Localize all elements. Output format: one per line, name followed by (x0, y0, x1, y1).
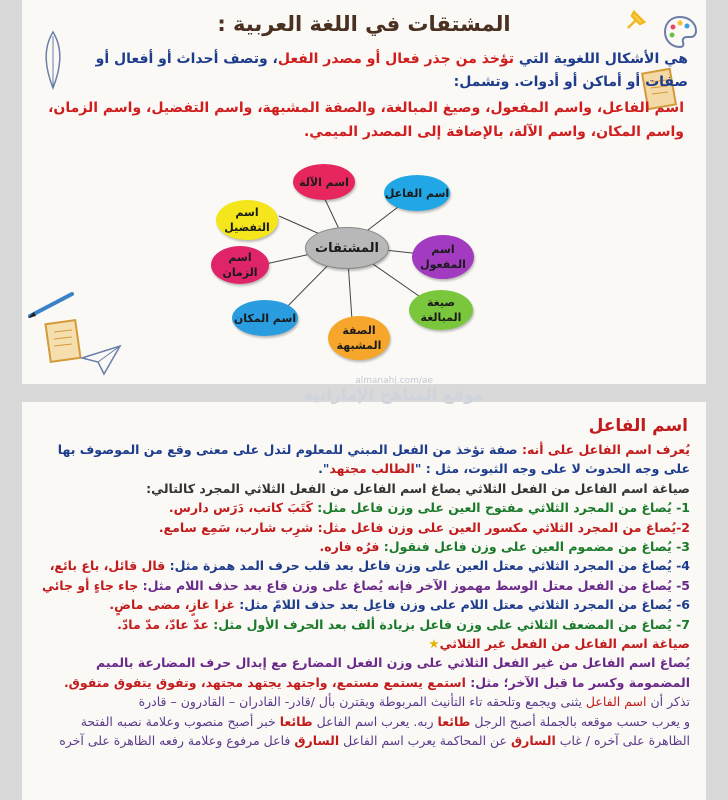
paper-plane-icon (80, 344, 122, 380)
rule-number: 4- (676, 558, 690, 574)
note-highlight: طائعا (437, 713, 471, 729)
definition-label: يُعرف اسم الفاعل على أنه: (521, 442, 690, 457)
rule-example: قال قائل، باع بائع، (49, 558, 166, 574)
intro-highlight: تؤخذ من جذر فعال أو مصدر الفعل (277, 51, 514, 67)
note-text: يثنى ويجمع وتلحقه تاء التأنيث المربوطة ويقترن بأل /قادر- القادران – القادرون – قادرة (138, 694, 586, 710)
rule-text: يُصاغ من المجرد الثلاثي معتل اللام على وزن فاعِل بعد حذف اللامً مثل: (234, 597, 677, 613)
diagram-node-adjective: الصفة المشبهة (328, 316, 390, 360)
diagram-node-place: اسم المكان (232, 300, 298, 336)
note-highlight: طائعا (279, 713, 313, 729)
rule-number: 2- (676, 519, 690, 535)
definition-end: ". (318, 461, 330, 477)
rule-text: يُصاغ من مضموم العين على وزن فاعل فنقول: (379, 539, 677, 555)
rule-7 (40, 615, 690, 634)
note-text: تذكر أن (646, 694, 690, 710)
note-line-1 (40, 692, 690, 711)
top-page (22, 0, 706, 384)
watermark (304, 374, 484, 402)
rule-example: شرِب شارب، سَمِع سامع. (158, 519, 314, 535)
rule-example: غزا غازٍ، مضى ماضٍ. (109, 597, 235, 613)
rule-number: 7- (676, 616, 690, 632)
rule-4 (40, 556, 690, 575)
bottom-page (22, 376, 706, 800)
note-highlight: اسم الفاعل (585, 694, 647, 710)
watermark-url: almanahj.com/ae (355, 376, 433, 386)
nontriliteral-example: استمع يستمع مستمع، واجتهد يجتهد مجتهد، وتفوق يتفوق متفوق. (63, 674, 466, 690)
rule-text: يُصاغ من الفعل معتل الوسط مهموز الآخر فإنه يُصاغ على وزن فاع بعد حذف اللام مثل: (138, 577, 677, 593)
nontriliteral-text: يُصاغ اسم الفاعل من غير الفعل الثلاثي على وزن الفعل المضارع مع إبدال حرف المضارعة بالميم المضمومة وكسر ما قبل الآخر؛ مثل: (96, 655, 690, 690)
rule-text: يُصاغ من المجرد الثلاثي معتل العين على وزن فاعل بعد قلب حرف المد همزة مثل: (165, 558, 677, 574)
definition-paragraph (40, 440, 690, 479)
checklist-icon (44, 318, 84, 370)
note-text: فاعل مرفوع وعلامة رفعه الظاهرة على آخره (59, 733, 295, 749)
diagram-node-patient: اسم المفعول (412, 235, 474, 279)
diagram-node-tool: اسم الآلة (293, 164, 355, 200)
rule-2 (40, 518, 690, 537)
diagram-node-time: اسم الزمان (211, 246, 269, 284)
diagram-node-superlative: اسم التفضيل (216, 200, 278, 240)
note-highlight: السارق (294, 733, 340, 749)
rule-5 (40, 576, 690, 595)
rule-example: جاء جاءٍ أو جائي (41, 577, 139, 593)
note-text: ربه. يعرب اسم الفاعل (312, 713, 438, 729)
forms-intro: صياغة اسم الفاعل من الفعل الثلاثي يصاغ اسم الفاعل من الفعل الثلاثي المجرد كالتالي: (146, 480, 690, 496)
rule-text: يُصاغ من المجرد الثلاثي مكسور العين على وزن فاعل مثل: (313, 519, 677, 535)
note-text: و يعرب حسب موقعه بالجملة أصبح الرجل (470, 713, 690, 729)
note-text: الظاهرة على آخره / غاب (555, 733, 690, 749)
rule-example: كَتَبَ كاتب، دَرَس دارس. (168, 500, 313, 516)
note-highlight: السارق (510, 733, 556, 749)
section-body (40, 440, 690, 751)
derivatives-list: اسم الفاعل، واسم المفعول، وصيغ المبالغة، والصفة المشبهة، واسم التفضيل، واسم الزمان، واسم المكان، واسم الآلة، بالإضافة إلى المصدر الميمي. (48, 100, 684, 140)
intro-paragraph (48, 48, 688, 94)
intro-text: هي الأشكال اللغوية التي (513, 51, 688, 67)
nontriliteral-title: صياغة اسم الفاعل من الفعل غير الثلاثي (439, 636, 690, 652)
note-text: عن المحاكمة يعرب اسم الفاعل (339, 733, 511, 749)
note-line-2 (40, 712, 690, 731)
page-title: المشتقات في اللغة العربية : (217, 12, 511, 36)
watermark-name: موقع المناهج الإماراتية (304, 385, 485, 404)
definition-text: صفة تؤخذ من الفعل المبني للمعلوم لتدل على معنى وقع من الموصوف بها على وجه الحدوث لا على وجه الثبوت، مثل : " (57, 442, 690, 477)
rule-text: يُصاغ من المضعف الثلاثي على وزن فاعل بزيادة ألف بعد الحرف الأول مثل: (208, 616, 677, 632)
rule-1 (40, 498, 690, 517)
rule-number: 5- (676, 577, 690, 593)
rule-number: 6- (676, 597, 690, 613)
rule-number: 3- (676, 539, 690, 555)
rule-6 (40, 595, 690, 614)
rule-number: 1- (676, 500, 690, 516)
diagram-node-agent: اسم الفاعل (384, 175, 450, 211)
star-icon: ★ (428, 636, 440, 652)
section-title: اسم الفاعل (588, 416, 688, 436)
note-text: خبر أصبح منصوب وعلامة نصبه الفتحة (80, 713, 280, 729)
intro-text-end: ، وتصف أحداث أو أفعال أو صفات أو أماكن أو أدوات. وتشمل: (95, 51, 688, 90)
nontriliteral-paragraph (40, 653, 690, 692)
diagram-center-node: المشتقات (305, 227, 389, 269)
rule-text: يُصاغ من المجرد الثلاثي مفتوح العين على وزن فاعل مثل: (312, 500, 677, 516)
nontriliteral-heading (40, 634, 690, 653)
note-line-3 (40, 731, 690, 750)
definition-example: الطالب مجتهد (329, 461, 415, 477)
rule-3 (40, 537, 690, 556)
diagram-node-intensive: صيغة المبالغة (409, 290, 473, 330)
rule-example: عدّ عادّ، مدّ مادّ. (117, 616, 209, 632)
rule-example: فرُه فاره. (319, 539, 380, 555)
derivatives-diagram (182, 158, 482, 370)
